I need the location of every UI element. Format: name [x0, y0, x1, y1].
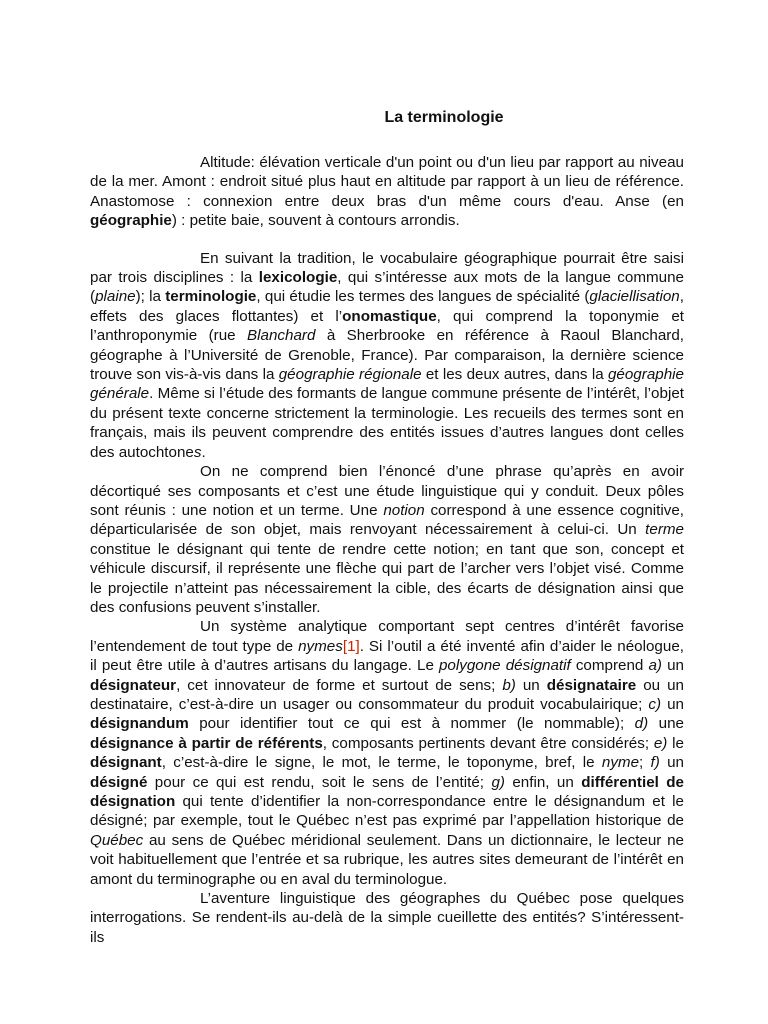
text-run: un: [659, 754, 684, 772]
page-title: La terminologie: [384, 109, 504, 126]
text-run: , c’est-à-dire le signe, le mot, le terme, le toponyme, bref, le: [161, 754, 602, 772]
bold-term: lexicologie: [258, 269, 338, 287]
text-run: une: [648, 715, 684, 733]
italic-term: plaine: [95, 288, 136, 306]
text-run: qui tente d’identifier la non-correspondance entre le désignandum et le désigné; par exemple, tout le Québec n’est pas exprimé par l’appellation historique de: [90, 793, 684, 830]
text-run: enfin, un: [504, 773, 582, 791]
text-run: .: [201, 443, 206, 461]
bold-term: désignandum: [90, 715, 189, 733]
document-body: [90, 153, 684, 947]
text-run: , cet innovateur de forme et surtout de sens;: [176, 676, 503, 694]
text-run: au sens de Québec méridional seulement. Dans un dictionnaire, le lecteur ne voit habituellement que l’entrée et sa rubrique, les autres sites demeurant de l’intérêt en amont du terminographe ou en aval du terminologue.: [90, 831, 684, 888]
italic-term: nyme: [601, 754, 640, 772]
text-run: On ne comprend bien l’énoncé d’une phrase qu’après en avoir décortiqué ses composants et c’est une étude linguistique qui y conduit. Deux pôles sont réunis : une notion et un terme. Une: [90, 463, 684, 519]
paragraph-definitions: [90, 153, 684, 231]
italic-term: e): [653, 734, 668, 752]
paragraph-systeme-analytique: [90, 617, 684, 889]
paragraph-aventure: [90, 889, 684, 947]
text-run: . Si l’outil a été inventé afin d’aider le néologue, il peut être utile à d’autres artisans du langage. Le: [90, 637, 684, 675]
text-run: Altitude: élévation verticale d'un point ou d'un lieu par rapport au niveau de la mer. Amont : endroit situé plus haut en altitude par rapport à un lieu de référence. Anastomose : connexion entre deux bras d'un même cours d'eau. Anse (en: [90, 154, 684, 210]
text-run: ) : petite baie, souvent à contours arrondis.: [171, 212, 460, 230]
text-run: ou un destinataire, c’est-à-dire un usager ou consommateur du produit vocabulairique;: [90, 676, 684, 713]
text-run: un: [515, 676, 547, 694]
italic-term: g): [491, 773, 505, 791]
text-run: , effets des glaces flottantes) et l’: [90, 288, 684, 325]
paragraph-tradition: [90, 249, 684, 462]
italic-term: f): [650, 754, 660, 772]
text-run: En suivant la tradition, le vocabulaire géographique pourrait être saisi par trois disciplines : la: [90, 249, 684, 287]
text-run: à Sherbrooke en référence à Raoul Blanchard, géographe à l’Université de Grenoble, France). Par comparaison, la dernière science trouve son vis-à-vis dans la: [90, 327, 684, 384]
text-run: , qui comprend la toponymie et l’anthroponymie (rue: [90, 307, 684, 345]
text-run: pour ce qui est rendu, soit le sens de l’entité;: [147, 773, 492, 791]
italic-term: c): [648, 695, 662, 713]
italic-term: d): [634, 715, 649, 733]
text-run: L’aventure linguistique des géographes du Québec pose quelques interrogations. Se rendent-ils au-delà de la simple cueillette des entités? S’intéressent-ils: [90, 890, 684, 946]
italic-term: Blanchard: [247, 327, 316, 345]
bold-term: désignataire: [546, 676, 637, 694]
italic-term: terme: [645, 521, 684, 539]
footnote-ref-link[interactable]: [1]: [342, 637, 360, 655]
bold-term: différentiel de désignation: [90, 773, 684, 810]
text-run: ); la: [135, 288, 166, 306]
italic-term: notion: [383, 501, 425, 519]
text-run: correspond à une essence cognitive, départicularisée de son objet, mais renvoyant nécessairement à celui-ci. Un: [90, 501, 684, 539]
bold-term: désignant: [90, 754, 162, 772]
text-run: comprend: [570, 657, 649, 675]
italic-term: polygone désignatif: [438, 657, 571, 675]
bold-term: terminologie: [165, 288, 257, 306]
italic-term: a): [648, 657, 662, 675]
italic-term: glaciellisation: [589, 288, 680, 306]
text-run: , qui étudie les termes des langues de spécialité (: [256, 288, 590, 306]
text-run: , qui s’intéresse aux mots de la langue commune (: [90, 269, 684, 306]
text-run: pour identifier tout ce qui est à nommer (le nommable);: [188, 715, 635, 733]
text-run: un: [662, 657, 684, 675]
italic-term: géographie générale: [90, 366, 684, 403]
text-run: Un système analytique comportant sept centres d’intérêt favorise l’entendement de tout type de: [90, 618, 684, 655]
bold-term: onomastique: [342, 307, 437, 325]
bold-term: géographie: [90, 212, 172, 230]
italic-term: géographie régionale: [278, 366, 422, 384]
text-run: ;: [639, 754, 651, 772]
bold-term: désignance à partir de référents: [90, 734, 323, 752]
text-run: constitue le désignant qui tente de rendre cette notion; en tant que son, concept et véhicule discursif, il représente une flèche qui part de l’archer vers l’objet visé. Comme le projectile n’atteint pas nécessairement la cible, des écarts de désignation ainsi que des confusions peuvent s’installer.: [90, 540, 684, 616]
italic-term: b): [502, 676, 516, 694]
text-run: et les deux autres, dans la: [421, 366, 608, 384]
text-run: , composants pertinents devant être considérés;: [322, 734, 654, 752]
text-run: un: [661, 695, 684, 713]
text-run: . Même si l’étude des formants de langue commune présente de l’intérêt, l’objet du présent texte concerne strictement la terminologie. Les recueils des termes sont en français, mais ils peuvent comprendre des entités issues d’autres langues dont celles des autochtone: [90, 385, 684, 461]
italic-term: nymes: [298, 637, 343, 655]
bold-term: désignateur: [90, 676, 177, 694]
paragraph-notion-terme: [90, 462, 684, 617]
text-run: le: [667, 734, 685, 752]
bold-term: désigné: [90, 773, 148, 791]
italic-term: s: [193, 443, 202, 461]
italic-term: Québec: [90, 831, 144, 849]
